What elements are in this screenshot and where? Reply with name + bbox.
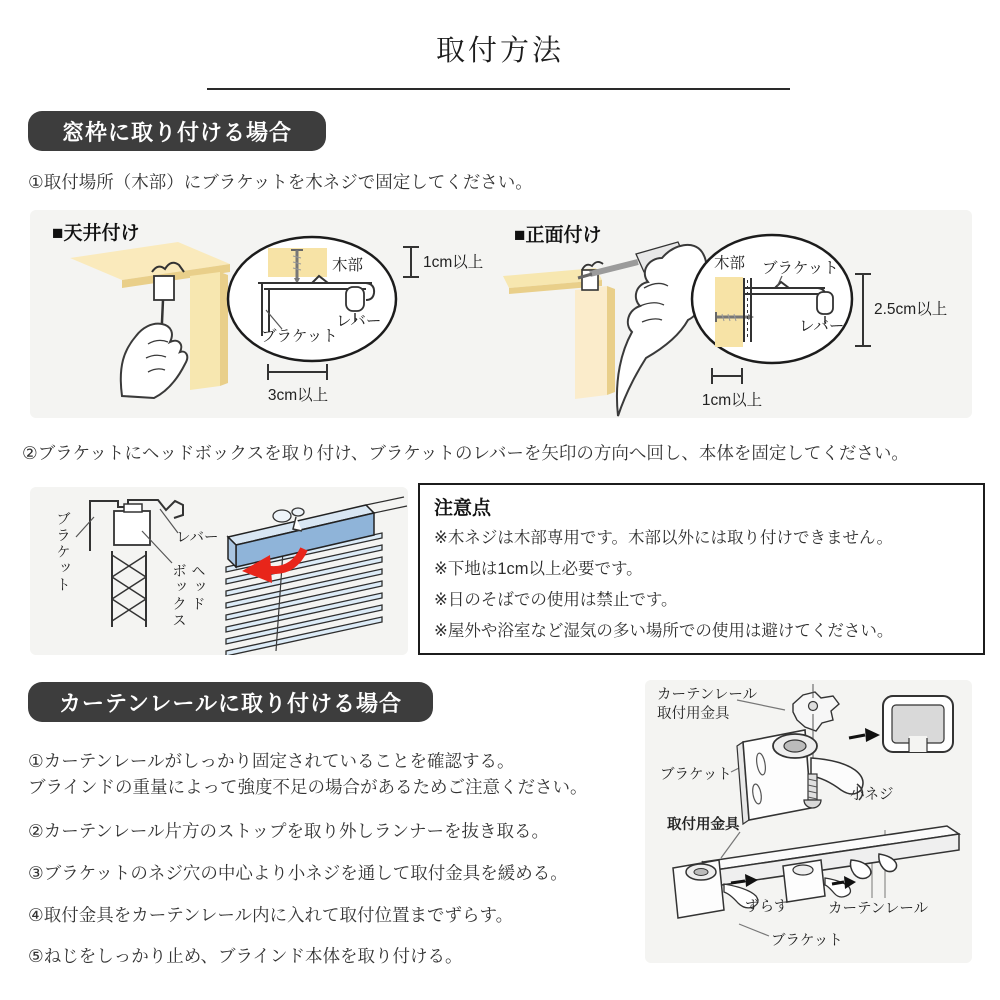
section-window-badge <box>28 111 326 151</box>
ceiling-wood-label: 木部 <box>332 257 364 274</box>
shift-label: ずらす <box>745 899 789 915</box>
rail-bracket-label: ブラケット <box>660 767 732 783</box>
hook-bracket-label: ブラケット <box>54 511 70 594</box>
ceiling-mount-detail-inset <box>228 237 396 361</box>
rail-step-5: ⑤ねじをしっかり止め、ブラインド本体を取り付ける。 <box>28 946 463 966</box>
page-title: 取付方法 <box>435 35 564 67</box>
ceiling-vertical-measure <box>403 247 419 277</box>
caution-item: ※木ネジは木部専用です。木部以外には取り付けできません。 <box>434 529 893 547</box>
small-screw-label: 小ネジ <box>850 787 894 803</box>
section-rail-badge-label: カーテンレールに取り付ける場合 <box>59 690 402 716</box>
ceiling-bracket-label: ブラケット <box>261 328 338 345</box>
caution-item: ※下地は1cm以上必要です。 <box>434 560 643 578</box>
headbox-label-col1: ヘッド <box>189 563 205 613</box>
window-step-2: ②ブラケットにヘッドボックスを取り付け、ブラケットのレバーを矢印の方向へ回し、本体を固定してください。 <box>22 443 909 463</box>
caution-box <box>418 483 985 655</box>
front-horizontal-measure <box>712 368 742 384</box>
caution-item: ※日のそばでの使用は禁止です。 <box>434 591 678 609</box>
front-vertical-measure <box>855 274 871 346</box>
blinds-illustration <box>226 497 407 655</box>
window-step-1: ①取付場所（木部）にブラケットを木ネジで固定してください。 <box>28 172 533 192</box>
bracket-hook-diagram <box>30 487 408 655</box>
headbox-label-col2: ボックス <box>170 563 186 629</box>
rail-fitting-label <box>657 686 757 724</box>
front-mount-heading: ■正面付け <box>514 225 602 246</box>
lever-shape <box>817 292 833 314</box>
section-window-badge-label: 窓枠に取り付ける場合 <box>61 119 292 145</box>
insert-arrow-icon <box>849 728 880 742</box>
hand-icon <box>617 245 706 416</box>
bracket-hook-diagram-panel <box>30 487 408 655</box>
ceiling-measure-h-label: 3cm以上 <box>267 387 329 404</box>
rail-fitting-label-line2: 取付用金具 <box>657 706 730 722</box>
caution-item: ※屋外や浴室など湿気の多い場所での使用は避けてください。 <box>434 622 894 640</box>
hand-icon <box>121 324 187 398</box>
wood-block <box>715 277 743 347</box>
front-wood-label: 木部 <box>714 255 746 272</box>
rail-bracket-bottom-label: ブラケット <box>771 933 843 949</box>
front-measure-h-label: 1cm以上 <box>701 392 763 409</box>
ceiling-mount-hand-illustration <box>70 242 230 398</box>
hook-headbox-label <box>168 563 206 629</box>
ceiling-mount-heading: ■天井付け <box>52 223 140 244</box>
curtain-rail-cross-section <box>883 696 953 752</box>
lever-shape <box>346 287 364 311</box>
fitting-label: 取付用金具 <box>667 817 740 833</box>
rail-fitting-label-line1: カーテンレール <box>657 687 758 703</box>
window-mount-diagram-panel <box>30 210 972 418</box>
hook-lever-label: レバー <box>176 530 219 546</box>
front-mount-detail-inset <box>692 235 852 363</box>
front-lever-label: レバー <box>799 318 845 335</box>
rail-step-1-line1: ①カーテンレールがしっかり固定されていることを確認する。 <box>28 751 515 771</box>
window-mount-diagram <box>30 210 972 418</box>
front-mount-hand-illustration <box>503 242 706 416</box>
curtain-rail-label: カーテンレール <box>828 901 929 917</box>
curtain-rail-diagram-panel <box>645 680 972 963</box>
rail-step-1-line2: ブラインドの重量によって強度不足の場合があるためご注意ください。 <box>28 777 588 797</box>
rail-step-4: ④取付金具をカーテンレール内に入れて取付位置までずらす。 <box>28 905 514 925</box>
front-measure-v-label: 2.5cm以上 <box>874 301 948 318</box>
rail-step-2: ②カーテンレール片方のストップを取り外しランナーを抜き取る。 <box>28 821 549 841</box>
front-bracket-label: ブラケット <box>762 260 839 277</box>
ceiling-lever-label: レバー <box>336 313 382 330</box>
rail-step-3: ③ブラケットのネジ穴の中心より小ネジを通して取付金具を緩める。 <box>28 863 568 883</box>
rail-bracket-3d <box>737 730 863 824</box>
ceiling-measure-v-label: 1cm以上 <box>423 254 484 271</box>
caution-title: 注意点 <box>434 498 492 519</box>
title-underline <box>207 88 790 90</box>
ceiling-horizontal-measure <box>268 364 327 380</box>
section-rail-badge <box>28 682 433 722</box>
